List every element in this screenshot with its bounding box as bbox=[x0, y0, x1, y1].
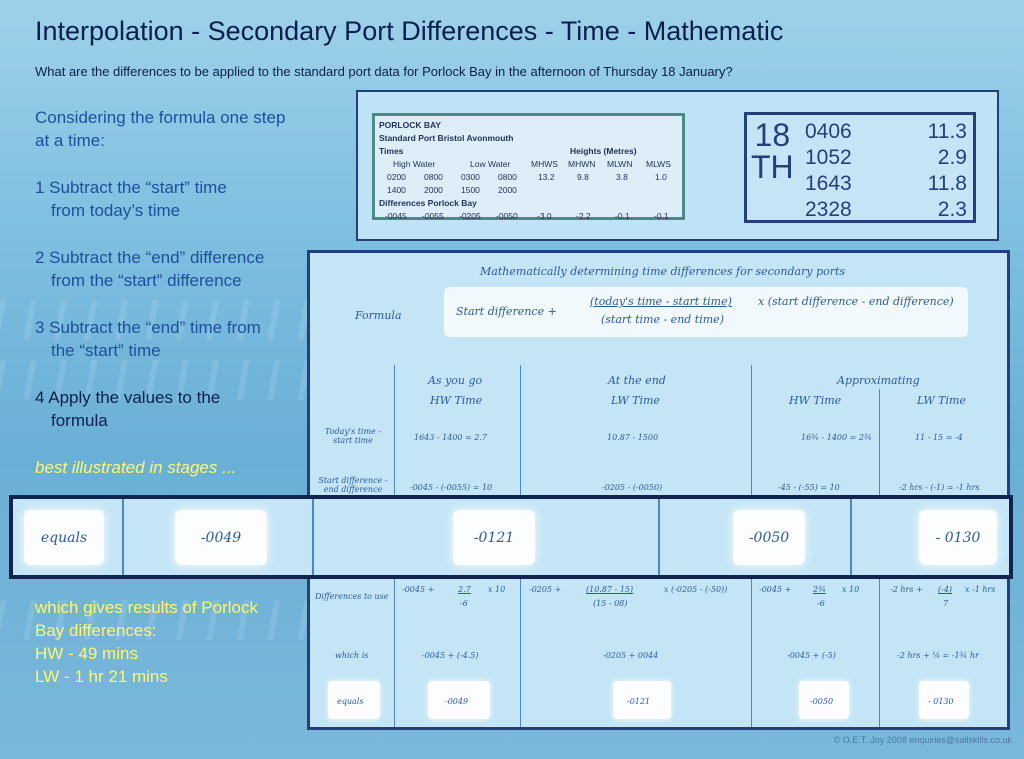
table-cell: -0205 - (-0050) bbox=[602, 483, 663, 492]
table-cell: -0205 bbox=[459, 211, 481, 221]
band-equals-label: equals bbox=[24, 510, 104, 565]
band-divider bbox=[122, 499, 124, 575]
table-cell: x 10 bbox=[488, 585, 506, 594]
step-1-text: 1 Subtract the “start” time from today’s time bbox=[35, 178, 227, 220]
table-cell: 10.87 - 1500 bbox=[607, 433, 659, 442]
equals-cell bbox=[428, 681, 490, 719]
band-divider bbox=[850, 499, 852, 575]
worksheet bbox=[307, 250, 1010, 730]
table-cell: (15 - 08) bbox=[593, 599, 628, 608]
table-cell: 7 bbox=[943, 599, 949, 608]
formula-start: Start difference + bbox=[456, 305, 557, 318]
table-cell: 2.7 bbox=[458, 585, 471, 594]
table-cell: -0055 bbox=[422, 211, 444, 221]
table-cell: -0.1 bbox=[654, 211, 669, 221]
table-cell: -6 bbox=[817, 599, 825, 608]
group-approximating: Approximating bbox=[837, 374, 920, 387]
group-at-the-end: At the end bbox=[608, 374, 666, 387]
table-cell: 16¾ - 1400 = 2¾ bbox=[801, 433, 872, 442]
heights-label: Heights (Metres) bbox=[570, 146, 637, 156]
row-label-start-difference: Start difference - end difference bbox=[318, 476, 388, 494]
table-cell: -0045 bbox=[385, 211, 407, 221]
band-hw-result: -0049 bbox=[175, 510, 267, 565]
results-text: which gives results of Porlock Bay differences: HW - 49 mins LW - 1 hr 21 mins bbox=[35, 598, 258, 686]
row-label-which-is: which is bbox=[335, 651, 369, 660]
formula-box bbox=[444, 287, 968, 337]
table-cell: -0045 + bbox=[402, 585, 435, 594]
table-cell: -0045 + (-4.5) bbox=[422, 651, 479, 660]
table-cell: 0300 bbox=[461, 172, 480, 182]
col-lw-time-approx: LW Time bbox=[917, 394, 966, 407]
table-cell: 1400 bbox=[387, 185, 406, 195]
table-cell: 0800 bbox=[424, 172, 443, 182]
table-cell: 0800 bbox=[498, 172, 517, 182]
table-cell: -0121 bbox=[627, 697, 651, 706]
table-cell: 1.0 bbox=[655, 172, 667, 182]
table-cell: -6 bbox=[460, 599, 468, 608]
times-label: Times bbox=[379, 146, 404, 156]
row-label-differences: Differences to use bbox=[315, 592, 389, 601]
page-title: Interpolation - Secondary Port Differences - Time - Mathematic bbox=[35, 16, 784, 46]
equals-band bbox=[9, 495, 1013, 579]
equals-cell bbox=[919, 681, 969, 719]
table-cell: -2 hrs + bbox=[890, 585, 923, 594]
table-cell: -0.1 bbox=[615, 211, 630, 221]
table-cell: 11 - 15 = -4 bbox=[915, 433, 963, 442]
tide-times-list: 0406 1052 1643 2328 bbox=[805, 120, 852, 221]
tide-date: 18 TH bbox=[751, 117, 794, 185]
mhwn-header: MHWN bbox=[568, 159, 596, 169]
group-as-you-go: As you go bbox=[428, 374, 483, 387]
port-data-panel bbox=[356, 90, 999, 241]
table-cell: -0205 + bbox=[529, 585, 562, 594]
table-cell: 0200 bbox=[387, 172, 406, 182]
equals-cell bbox=[328, 681, 380, 719]
step-4-text: 4 Apply the values to the formula bbox=[35, 388, 221, 430]
row-label-todays-time: Today's time - start time bbox=[324, 427, 382, 445]
table-cell: -2 hrs - (-1) = -1 hrs bbox=[899, 483, 980, 492]
band-divider bbox=[312, 499, 314, 575]
band-divider bbox=[658, 499, 660, 575]
formula-label: Formula bbox=[355, 309, 402, 322]
table-cell: 2000 bbox=[424, 185, 443, 195]
low-water-header: Low Water bbox=[470, 159, 511, 169]
worksheet-heading: Mathematically determining time differences for secondary ports bbox=[480, 265, 846, 278]
table-cell: -2.2 bbox=[576, 211, 591, 221]
table-cell: 13.2 bbox=[538, 172, 555, 182]
table-cell: -0050 bbox=[810, 697, 834, 706]
standard-port: Standard Port Bristol Avonmouth bbox=[379, 133, 514, 143]
table-cell: -2 hrs + ¼ = -1¾ hr bbox=[897, 651, 979, 660]
high-water-header: High Water bbox=[393, 159, 436, 169]
band-lw-result: -0121 bbox=[453, 510, 535, 565]
table-cell: x -1 hrs bbox=[965, 585, 996, 594]
step-3-text: 3 Subtract the “end” time from the “start” time bbox=[35, 318, 261, 360]
col-hw-time-approx: HW Time bbox=[789, 394, 842, 407]
table-cell: 3.8 bbox=[616, 172, 628, 182]
mlws-header: MLWS bbox=[646, 159, 671, 169]
table-cell: x (-0205 - (-50)) bbox=[664, 585, 728, 594]
differences-label: Differences Porlock Bay bbox=[379, 198, 477, 208]
port-name: PORLOCK BAY bbox=[379, 120, 442, 130]
intro-text: Considering the formula one step at a time: bbox=[35, 108, 286, 150]
question-text: What are the differences to be applied to the standard port data for Porlock Bay in the afternoon of Thursday 18 January? bbox=[35, 64, 733, 79]
table-cell: 2000 bbox=[498, 185, 517, 195]
band-hw-approx-result: -0050 bbox=[733, 510, 805, 565]
equals-cell bbox=[613, 681, 671, 719]
step-2-text: 2 Subtract the “end” difference from the “start” difference bbox=[35, 248, 265, 290]
tide-heights-list: 11.3 2.9 11.8 2.3 bbox=[927, 120, 967, 221]
equals-cell bbox=[799, 681, 849, 719]
table-cell: -0050 bbox=[496, 211, 518, 221]
table-cell: -0045 + bbox=[759, 585, 792, 594]
table-cell: -0205 + 0044 bbox=[603, 651, 659, 660]
table-cell: -0045 + (-5) bbox=[787, 651, 836, 660]
table-cell: x 10 bbox=[842, 585, 860, 594]
table-cell: -45 - (-55) = 10 bbox=[778, 483, 840, 492]
copyright-text: © O.E.T. Joy 2008 enquiries@sailskills.co.uk bbox=[833, 735, 1012, 745]
mlwn-header: MLWN bbox=[607, 159, 633, 169]
illustrated-text: best illustrated in stages ... bbox=[35, 458, 237, 477]
mhws-header: MHWS bbox=[531, 159, 558, 169]
table-cell: -0049 bbox=[445, 697, 469, 706]
col-lw-time: LW Time bbox=[611, 394, 660, 407]
col-hw-time: HW Time bbox=[430, 394, 483, 407]
table-cell: -3.0 bbox=[537, 211, 552, 221]
table-cell: 1643 - 1400 = 2.7 bbox=[414, 433, 488, 442]
tidal-differences-table bbox=[372, 113, 685, 220]
formula-numerator: (today's time - start time) bbox=[590, 295, 732, 308]
table-cell: (-4) bbox=[938, 585, 953, 594]
table-cell: 2¾ bbox=[813, 585, 826, 594]
table-cell: (10.87 - 15) bbox=[586, 585, 634, 594]
row-label-equals: equals bbox=[337, 697, 364, 706]
formula-multiplier: x (start difference - end difference) bbox=[758, 295, 954, 308]
table-cell: -0045 - (-0055) = 10 bbox=[410, 483, 493, 492]
band-lw-approx-result: - 0130 bbox=[919, 510, 997, 565]
tide-times-box bbox=[744, 112, 976, 223]
formula-denominator: (start time - end time) bbox=[601, 313, 724, 326]
table-cell: 9.8 bbox=[577, 172, 589, 182]
table-cell: 1500 bbox=[461, 185, 480, 195]
table-cell: - 0130 bbox=[928, 697, 954, 706]
